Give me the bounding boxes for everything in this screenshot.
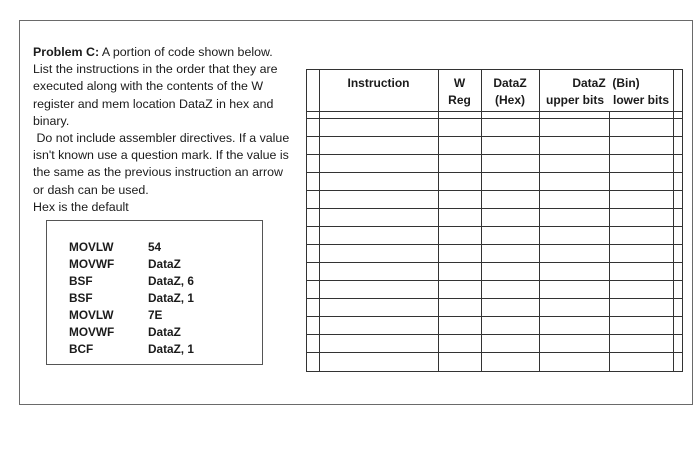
code-line xyxy=(69,308,249,325)
row-divider xyxy=(307,208,682,209)
code-line xyxy=(69,240,249,257)
code-operand: 7E xyxy=(148,308,163,322)
code-opcode: MOVWF xyxy=(69,257,115,271)
header-lower-bits: lower bits xyxy=(612,93,669,107)
row-divider xyxy=(307,190,682,191)
code-opcode: BSF xyxy=(69,274,93,288)
row-divider xyxy=(307,111,682,112)
row-divider xyxy=(307,154,682,155)
row-divider xyxy=(307,262,682,263)
answer-table xyxy=(306,69,683,372)
code-operand: DataZ, 1 xyxy=(148,342,194,356)
header-dataz-bin: DataZ (Bin) xyxy=(572,76,640,90)
header-upper-bits: upper bits xyxy=(545,93,604,107)
header-w-reg-bottom: Reg xyxy=(448,93,471,107)
code-opcode: MOVLW xyxy=(69,308,114,322)
code-operand: DataZ xyxy=(148,325,181,339)
column-divider xyxy=(609,111,610,371)
row-divider xyxy=(307,172,682,173)
column-divider xyxy=(673,70,674,371)
problem-statement xyxy=(33,44,295,216)
code-opcode: MOVWF xyxy=(69,325,115,339)
header-dataz-hex-top: DataZ xyxy=(493,76,527,90)
code-opcode: BSF xyxy=(69,291,93,305)
row-divider xyxy=(307,352,682,353)
row-divider xyxy=(307,334,682,335)
row-divider xyxy=(307,298,682,299)
code-line xyxy=(69,274,249,291)
code-opcode: MOVLW xyxy=(69,240,114,254)
row-divider xyxy=(307,316,682,317)
code-line xyxy=(69,257,249,274)
row-divider xyxy=(307,280,682,281)
column-divider xyxy=(481,70,482,371)
problem-text-default: Hex is the default xyxy=(33,199,129,214)
column-divider xyxy=(319,70,320,371)
column-divider xyxy=(438,70,439,371)
code-opcode: BCF xyxy=(69,342,94,356)
header-instruction: Instruction xyxy=(347,76,410,90)
problem-text-instructions: Do not include assembler directives. If a value isn't known use a question mark. If the value is the same as the previous instruction an arrow or dash can be used. xyxy=(33,131,290,197)
code-line xyxy=(69,291,249,308)
row-divider xyxy=(307,118,682,119)
row-divider xyxy=(307,136,682,137)
code-operand: DataZ, 1 xyxy=(148,291,194,305)
problem-label: Problem C: xyxy=(33,45,100,59)
code-operand: 54 xyxy=(148,240,162,254)
row-divider xyxy=(307,244,682,245)
code-line xyxy=(69,325,249,342)
problem-text: A portion of code shown below. List the instructions in the order that they are executed along with the contents of the W register and mem location DataZ in hex and binary. xyxy=(33,45,278,128)
code-operand: DataZ xyxy=(148,257,181,271)
header-w-reg-top: W xyxy=(453,76,466,90)
header-dataz-hex-bottom: (Hex) xyxy=(494,93,525,107)
row-divider xyxy=(307,226,682,227)
code-operand: DataZ, 6 xyxy=(148,274,194,288)
code-listing xyxy=(46,220,263,365)
code-line xyxy=(69,342,249,359)
column-divider xyxy=(539,70,540,371)
